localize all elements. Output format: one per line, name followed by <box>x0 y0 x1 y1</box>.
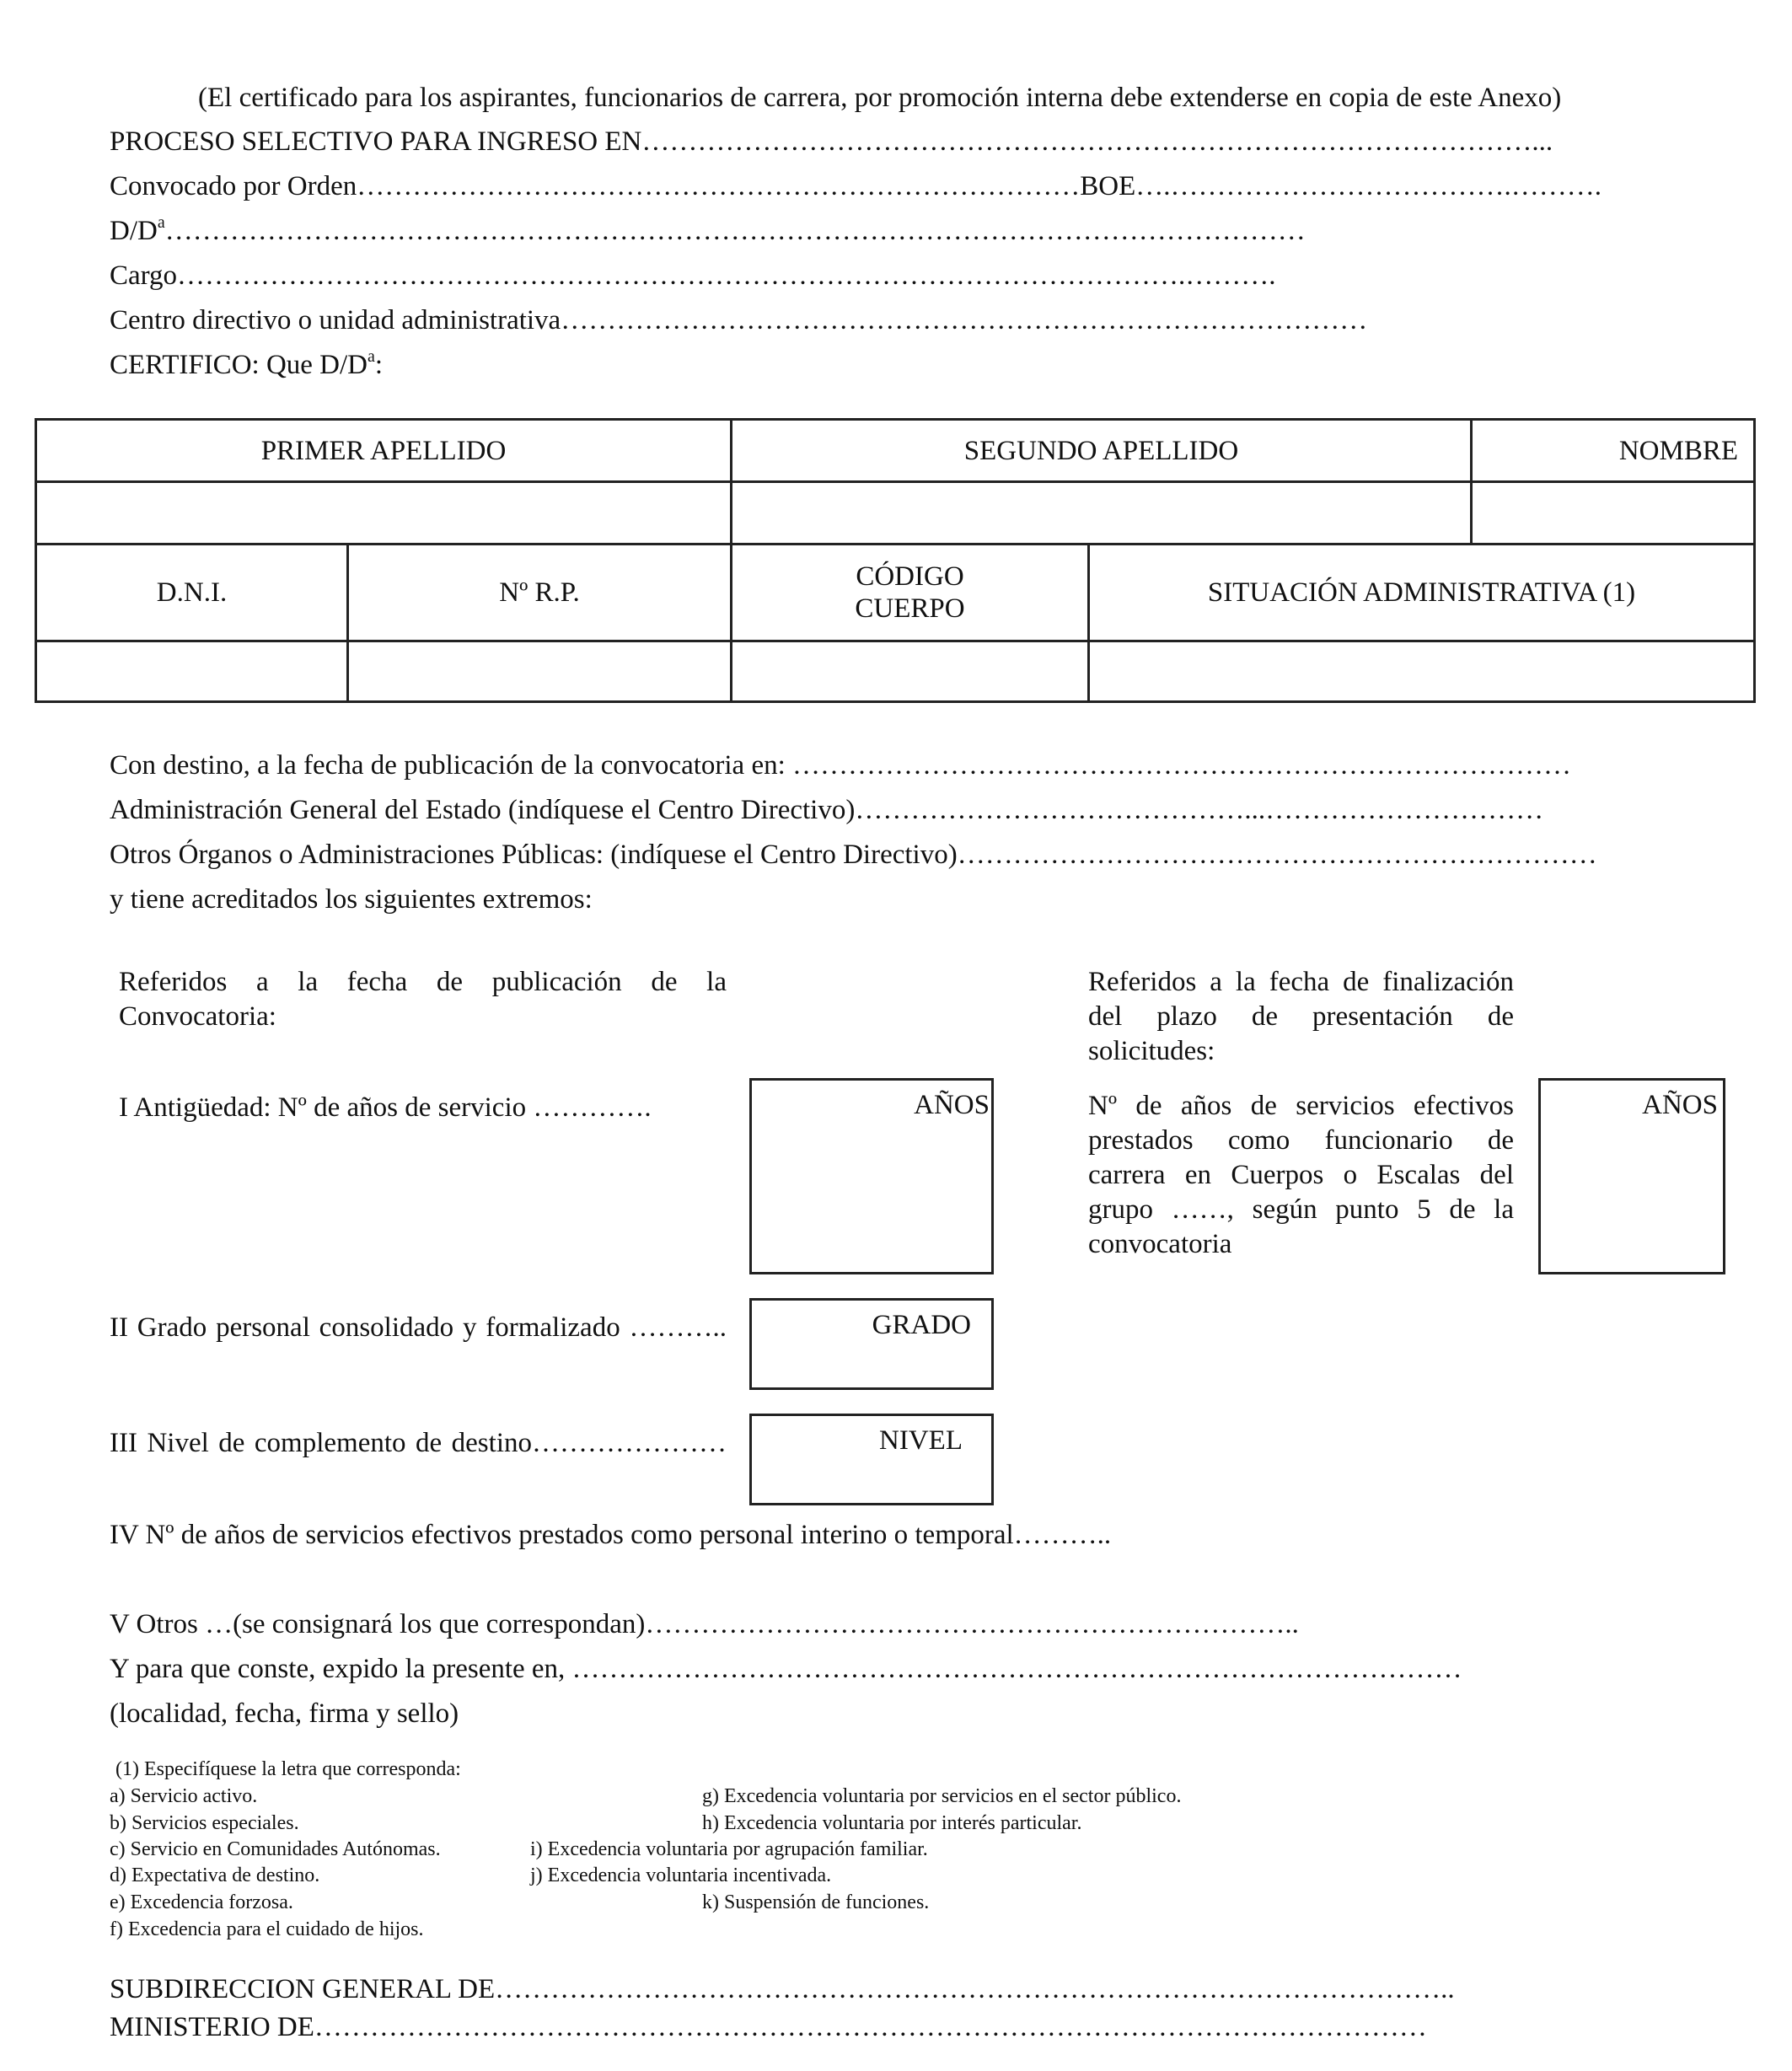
footnote-e: e) Excedencia forzosa. <box>110 1891 293 1913</box>
footnote-h: h) Excedencia voluntaria por interés particular. <box>702 1812 1082 1834</box>
codigo-cuerpo-header <box>732 545 1087 640</box>
header-note: (El certificado para los aspirantes, funcionarios de carrera, por promoción interna debe extenderse en copia de este Anexo) <box>198 83 1562 113</box>
dd-sup: a <box>157 213 165 232</box>
boe-label: BOE <box>1080 171 1136 201</box>
footnote-title: (1) Especifíquese la letra que corresponda: <box>115 1758 461 1780</box>
footnote-c: c) Servicio en Comunidades Autónomas. <box>110 1838 441 1860</box>
situacion-header: SITUACIÓN ADMINISTRATIVA (1) <box>1207 577 1636 608</box>
footnote-f: f) Excedencia para el cuidado de hijos. <box>110 1918 424 1940</box>
codigo-label: CÓDIGO <box>856 561 964 592</box>
convocado-dots: …………………………………………………………………… <box>357 171 1081 201</box>
primer-apellido-header: PRIMER APELLIDO <box>260 435 507 466</box>
nrp-header: Nº R.P. <box>499 577 580 608</box>
destino-line-4: y tiene acreditados los siguientes extremos: <box>110 884 593 915</box>
subdireccion-line: SUBDIRECCION GENERAL DE………………………………………………………………………………………….. <box>110 1974 1455 2004</box>
nivel-label: NIVEL <box>879 1425 963 1456</box>
segundo-apellido-cell[interactable] <box>732 483 1470 543</box>
expido-line: Y para que conste, expido la presente en, …………………………………………………………………………………… <box>110 1654 1462 1684</box>
right-header: Referidos a la fecha de finalización del plazo de presentación de solicitudes: <box>1088 967 1514 1066</box>
anos-label-right: AÑOS <box>1642 1090 1718 1120</box>
otros-line: V Otros …(se consignará los que correspondan)…………………………………………………………….. <box>110 1609 1299 1639</box>
boe-dots: ….……………………………….………. <box>1135 171 1602 201</box>
centro-field: Centro directivo o unidad administrativa…………………………………………………………………………… <box>110 305 1368 335</box>
grado-box[interactable] <box>749 1298 994 1390</box>
left-header: Referidos a la fecha de publicación de la Convocatoria: <box>119 967 727 1032</box>
nivel-text: III Nivel de complemento de destino………………… <box>110 1428 727 1458</box>
certifico-sup: a <box>368 347 375 366</box>
convocado-label: Convocado por Orden <box>110 171 357 201</box>
cargo-field: Cargo……………………………………………………………………………………………….………. <box>110 260 1276 291</box>
anos-box-left[interactable] <box>749 1078 994 1274</box>
dd-field <box>110 214 1306 248</box>
footnote-g: g) Excedencia voluntaria por servicios en el sector público. <box>702 1785 1182 1807</box>
dni-cell[interactable] <box>37 642 346 700</box>
servicios-carrera-text: Nº de años de servicios efectivos prestados como funcionario de carrera en Cuerpos o Escalas del grupo ……, según punto 5 de la convocatoria <box>1088 1091 1514 1259</box>
grado-label: GRADO <box>872 1310 971 1340</box>
cuerpo-label: CUERPO <box>855 593 965 624</box>
segundo-apellido-header: SEGUNDO APELLIDO <box>963 435 1239 466</box>
convocado-field <box>110 169 1602 203</box>
footnote-d: d) Expectativa de destino. <box>110 1864 320 1886</box>
nombre-header: NOMBRE <box>1618 435 1738 466</box>
ministerio-line: MINISTERIO DE………………………………………………………………………………………………………… <box>110 2012 1427 2042</box>
destino-line-2: Administración General del Estado (indíquese el Centro Directivo)……………………………………...………………………… <box>110 795 1544 825</box>
codigo-cuerpo-cell[interactable] <box>732 642 1087 700</box>
destino-line-3: Otros Órganos o Administraciones Públicas: (indíquese el Centro Directivo)…………………………………………………………… <box>110 840 1597 870</box>
personal-data-table <box>35 418 1756 703</box>
footnote-j: j) Excedencia voluntaria incentivada. <box>530 1864 832 1886</box>
anos-box-right[interactable] <box>1538 1078 1725 1274</box>
certifico-end: : <box>374 350 384 380</box>
nivel-box[interactable] <box>749 1414 994 1505</box>
footnote-k: k) Suspensión de funciones. <box>702 1891 930 1913</box>
anos-label-left: AÑOS <box>914 1090 990 1120</box>
footnote-b: b) Servicios especiales. <box>110 1812 299 1834</box>
certifico-field <box>110 348 383 382</box>
interino-text: IV Nº de años de servicios efectivos prestados como personal interino o temporal……….. <box>110 1520 1112 1550</box>
localidad-line: (localidad, fecha, firma y sello) <box>110 1698 459 1729</box>
dd-dots: …………………………………………………………………………………………………………… <box>164 216 1306 246</box>
primer-apellido-cell[interactable] <box>37 483 730 543</box>
situacion-cell[interactable] <box>1090 642 1753 700</box>
nombre-cell[interactable] <box>1473 483 1753 543</box>
nrp-cell[interactable] <box>349 642 730 700</box>
certifico-label: CERTIFICO: Que D/D <box>110 350 368 380</box>
antiguedad-text: I Antigüedad: Nº de años de servicio …………. <box>119 1092 652 1123</box>
footnote-a: a) Servicio activo. <box>110 1785 258 1807</box>
proceso-field: PROCESO SELECTIVO PARA INGRESO EN……………………………………………………………………………………... <box>110 126 1553 157</box>
dni-header: D.N.I. <box>156 577 228 608</box>
dd-label: D/D <box>110 216 158 246</box>
footnote-i: i) Excedencia voluntaria por agrupación familiar. <box>530 1838 928 1860</box>
destino-line-1: Con destino, a la fecha de publicación de la convocatoria en: ………………………………………………………………………… <box>110 750 1572 781</box>
grado-text: II Grado personal consolidado y formalizado ……….. <box>110 1312 727 1343</box>
